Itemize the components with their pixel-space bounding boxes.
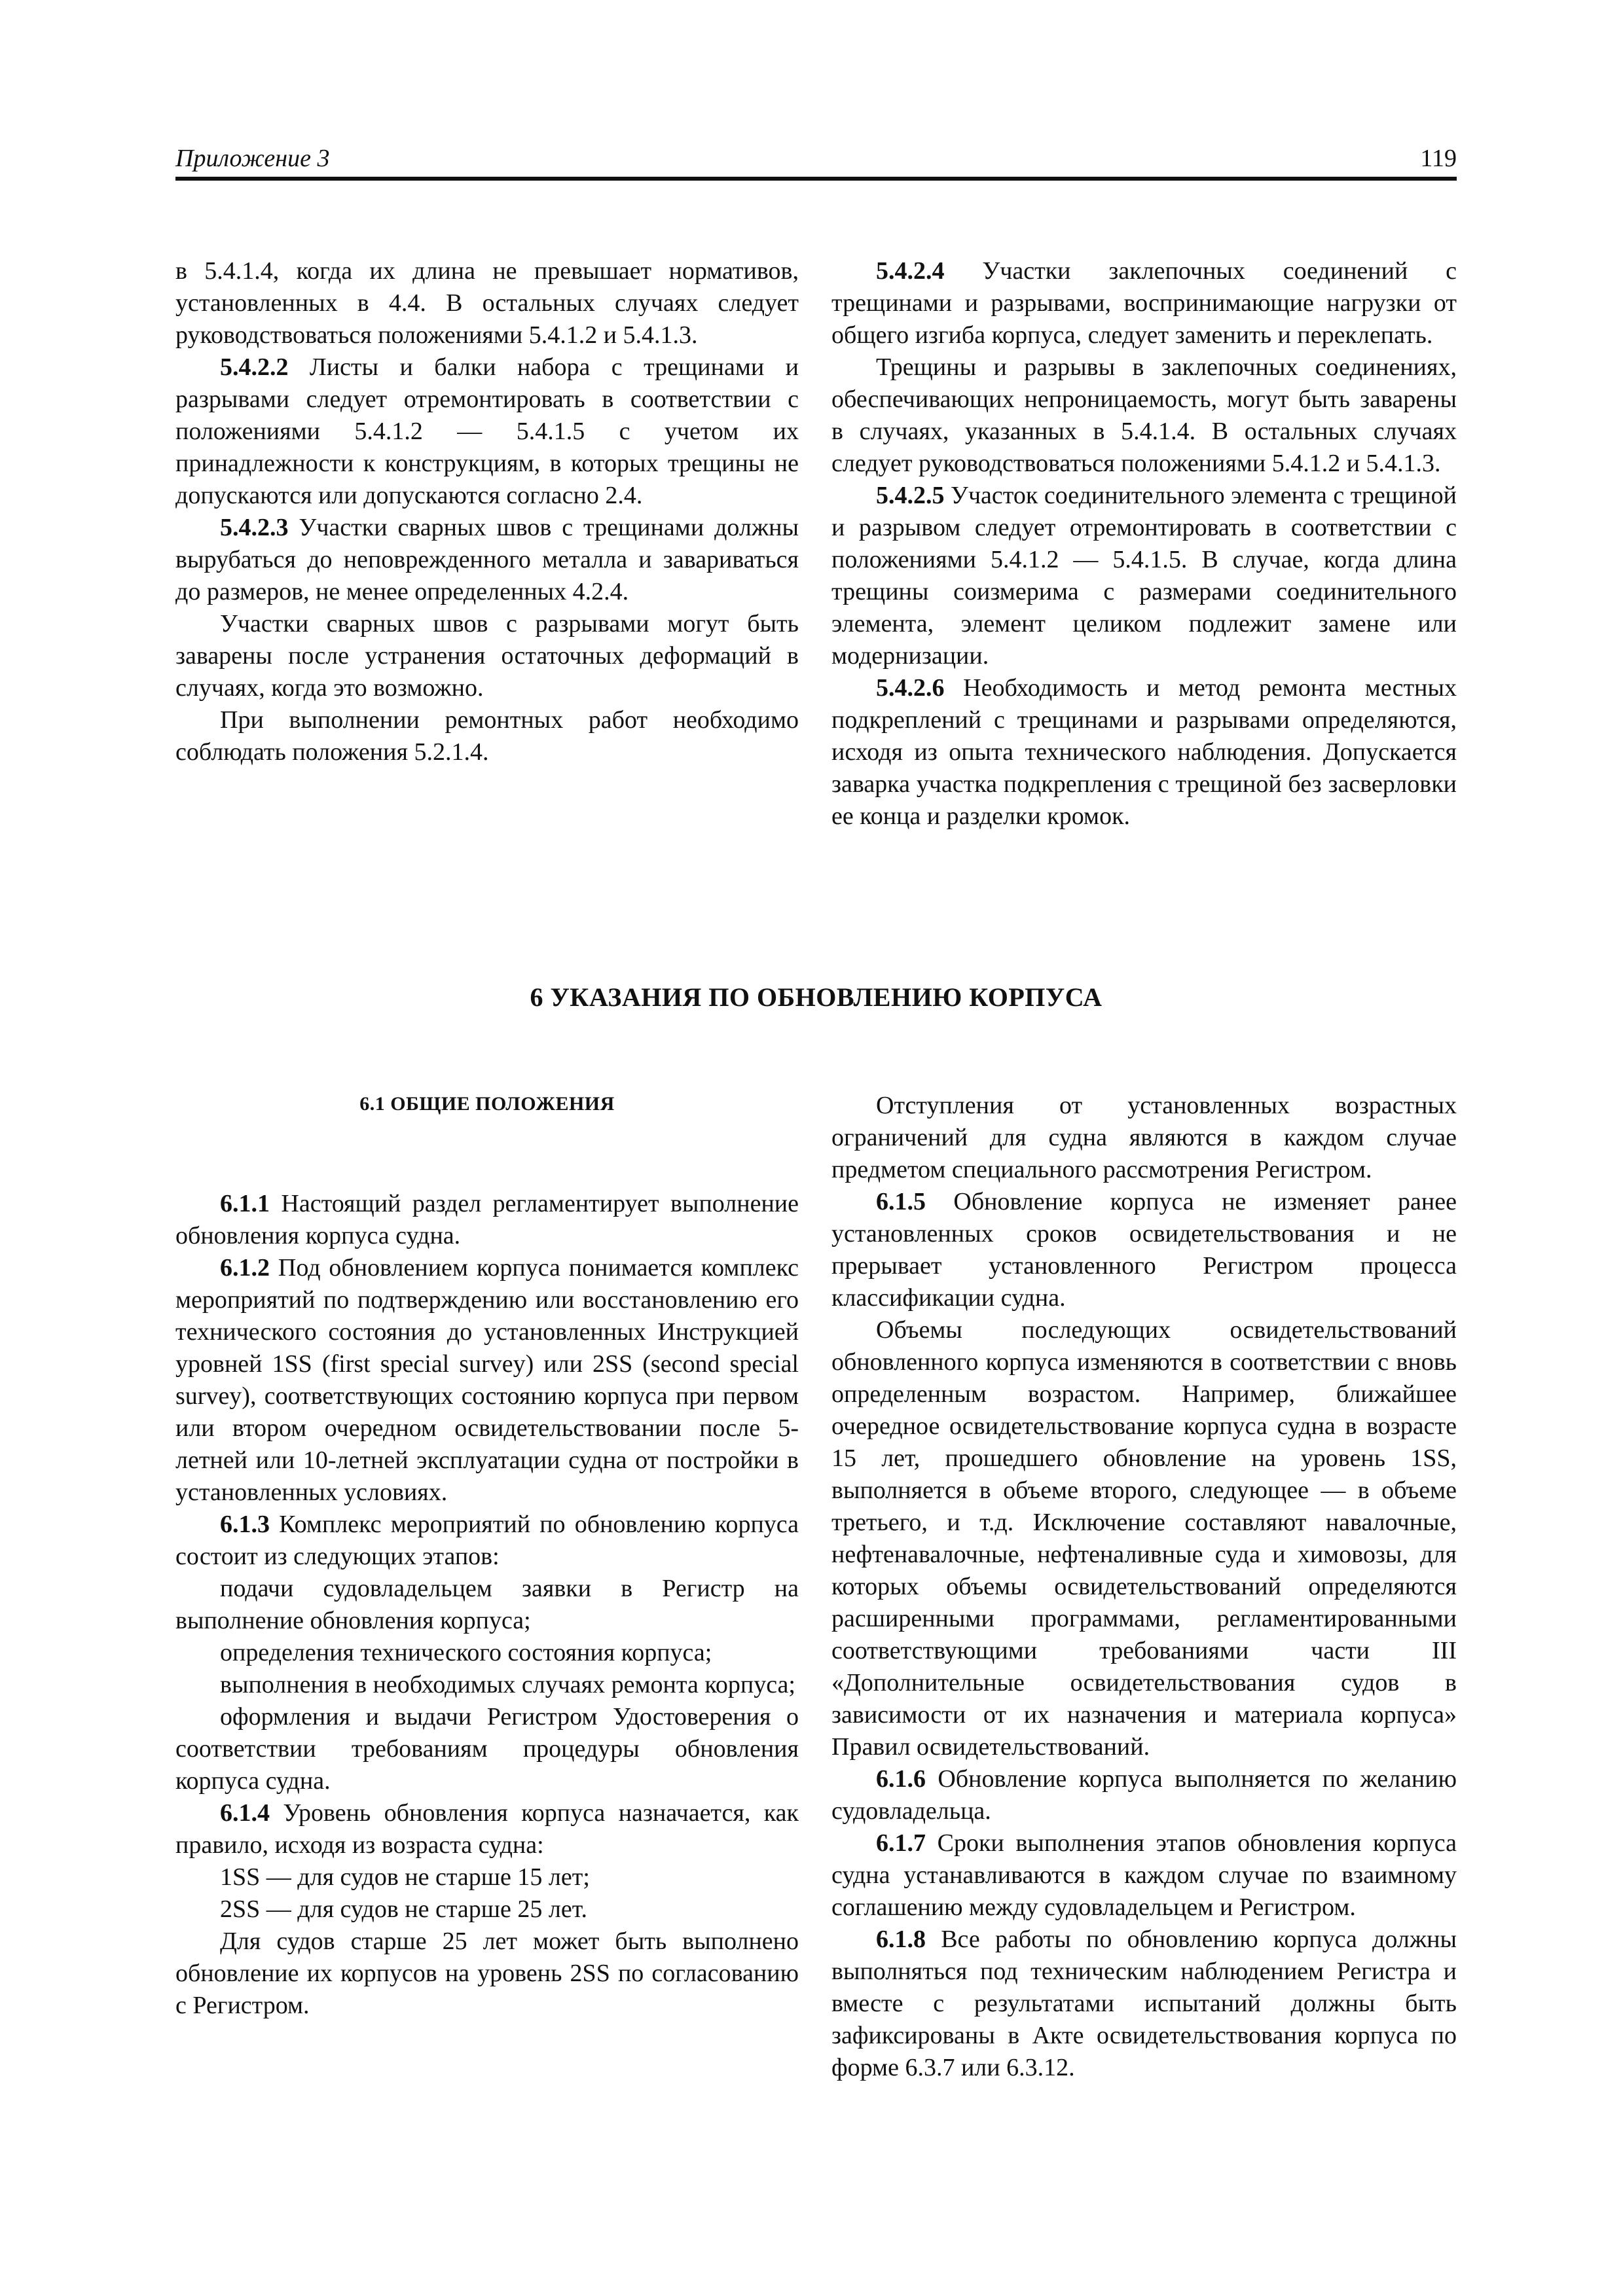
bottom-left-column: [175, 1188, 799, 2022]
paragraph-text: Трещины и разрывы в заклепочных соединениях, обеспечивающих непроницаемость, могут быть заварены в случаях, указанных в 5.4.1.4. В остальных случаях следует руководствоваться положениями 5.4.1.2 и 5.4.1.3.: [831, 353, 1457, 477]
paragraph-text: Необходимость и метод ремонта местных подкреплений с трещинами и разрывами определяются, исходя из опыта технического наблюдения. Допускается заварка участка подкрепления с трещиной без засверловки ее конца и разделки кромок.: [831, 674, 1457, 830]
page-number: 119: [1420, 145, 1457, 172]
running-header: [175, 143, 1457, 177]
paragraph-text: Отступления от установленных возрастных ограничений для судна являются в каждом случае предметом специального рассмотрения Регистром.: [831, 1092, 1457, 1183]
running-header-title: Приложение 3: [175, 145, 330, 172]
clause-number: 6.1.6: [876, 1765, 926, 1793]
paragraph: [831, 480, 1457, 672]
header-rule: [175, 177, 1457, 181]
paragraph-text: Обновление корпуса не изменяет ранее установленных сроков освидетельствования и не прерывает установленного Регистром процесса классификации судна.: [831, 1188, 1457, 1312]
paragraph-text: Все работы по обновлению корпуса должны выполняться под техническим наблюдением Регистра и вместе с результатами испытаний должны быть зафиксированы в Акте освидетельствования корпуса по форме 6.3.7 или 6.3.12.: [831, 1926, 1457, 2081]
top-left-column: [175, 255, 799, 768]
top-right-column: [831, 255, 1457, 833]
paragraph-text: При выполнении ремонтных работ необходимо соблюдать положения 5.2.1.4.: [175, 706, 799, 766]
paragraph-text: определения технического состояния корпуса;: [220, 1639, 712, 1666]
paragraph: [175, 1252, 799, 1509]
paragraph: [175, 704, 799, 768]
paragraph: [175, 1509, 799, 1573]
paragraph-text: выполнения в необходимых случаях ремонта корпуса;: [220, 1671, 795, 1698]
clause-number: 6.1.4: [220, 1799, 270, 1827]
paragraph: [831, 1314, 1457, 1763]
paragraph: [175, 1797, 799, 1861]
paragraph-text: Комплекс мероприятий по обновлению корпуса состоит из следующих этапов:: [175, 1511, 799, 1570]
paragraph: [831, 1186, 1457, 1314]
paragraph-text: Участки сварных швов с трещинами должны вырубаться до неповрежденного металла и завариваться до размеров, не менее определенных 4.2.4.: [175, 514, 799, 605]
paragraph-text: Объемы последующих освидетельствований обновленного корпуса изменяются в соответствии с вновь определенным возрастом. Например, ближайшее очередное освидетельствование корпуса судна в возрасте 15 лет, прошедшего обновление на уровень 1SS, выполняется в объеме второго, следующее — в объеме третьего, и т.д. Исключение составляют навалочные, нефтенавалочные, нефтеналивные суда и химовозы, для которых объемы освидетельствований определяются расширенными программами, регламентированными соответствующими требованиями части III «Дополнительные освидетельствования судов в зависимости от их назначения и материала корпуса» Правил освидетельствований.: [831, 1316, 1457, 1761]
paragraph: [831, 1090, 1457, 1186]
paragraph: [175, 1926, 799, 2022]
paragraph-text: Настоящий раздел регламентирует выполнение обновления корпуса судна.: [175, 1190, 799, 1249]
paragraph-text: Под обновлением корпуса понимается комплекс мероприятий по подтверждению или восстановлению его технического состояния до установленных Инструкцией уровней 1SS (first special survey) или 2SS (second special survey), соответствующих состоянию корпуса при первом или втором очередном освидетельствовании после 5-летней или 10-летней эксплуатации судна от постройки в установленных условиях.: [175, 1254, 799, 1506]
clause-number: 5.4.2.2: [220, 353, 289, 381]
paragraph-text: Уровень обновления корпуса назначается, как правило, исходя из возраста судна:: [175, 1799, 799, 1859]
paragraph: [831, 1827, 1457, 1924]
paragraph: [831, 672, 1457, 833]
paragraph-text: в 5.4.1.4, когда их длина не превышает нормативов, установленных в 4.4. В остальных случаях следует руководствоваться положениями 5.4.1.2 и 5.4.1.3.: [175, 257, 799, 349]
paragraph: [831, 1763, 1457, 1827]
paragraph: [831, 1924, 1457, 2084]
clause-number: 6.1.7: [876, 1829, 926, 1857]
paragraph: [175, 608, 799, 704]
clause-number: 6.1.1: [220, 1190, 270, 1217]
clause-number: 6.1.2: [220, 1254, 270, 1282]
paragraph: [175, 1637, 799, 1669]
clause-number: 6.1.8: [876, 1926, 926, 1953]
paragraph-text: Для судов старше 25 лет может быть выполнено обновление их корпусов на уровень 2SS по согласованию с Регистром.: [175, 1928, 799, 2019]
clause-number: 6.1.5: [876, 1188, 926, 1215]
clause-number: 5.4.2.6: [876, 674, 945, 702]
paragraph: [175, 1701, 799, 1797]
paragraph-text: Обновление корпуса выполняется по желанию судовладельца.: [831, 1765, 1457, 1825]
paragraph: [831, 351, 1457, 480]
section-title: 6 УКАЗАНИЯ ПО ОБНОВЛЕНИЮ КОРПУСА: [530, 982, 1103, 1012]
paragraph-text: Участки заклепочных соединений с трещинами и разрывами, воспринимающие нагрузки от общего изгиба корпуса, следует заменить и переклепать.: [831, 257, 1457, 349]
paragraph: [175, 1188, 799, 1252]
paragraph: [175, 512, 799, 608]
paragraph-text: 2SS — для судов не старше 25 лет.: [220, 1895, 588, 1923]
paragraph: [175, 255, 799, 351]
paragraph-text: Сроки выполнения этапов обновления корпуса судна устанавливаются в каждом случае по взаимному соглашению между судовладельцем и Регистром.: [831, 1829, 1457, 1921]
clause-number: 6.1.3: [220, 1511, 270, 1538]
clause-number: 5.4.2.5: [876, 482, 945, 509]
bottom-right-column: [831, 1090, 1457, 2084]
paragraph: [175, 1861, 799, 1893]
clause-number: 5.4.2.3: [220, 514, 289, 541]
paragraph-text: подачи судовладельцем заявки в Регистр на выполнение обновления корпуса;: [175, 1575, 799, 1634]
paragraph: [175, 351, 799, 512]
paragraph-text: Участок соединительного элемента с трещиной и разрывом следует отремонтировать в соответствии с положениями 5.4.1.2 — 5.4.1.5. В случае, когда длина трещины соизмерима с размерами соединительного элемента, элемент целиком подлежит замене или модернизации.: [831, 482, 1457, 670]
paragraph-text: Листы и балки набора с трещинами и разрывами следует отремонтировать в соответствии с положениями 5.4.1.2 — 5.4.1.5 с учетом их принадлежности к конструкциям, в которых трещины не допускаются или допускаются согласно 2.4.: [175, 353, 799, 509]
paragraph: [175, 1573, 799, 1637]
paragraph: [175, 1893, 799, 1926]
paragraph-text: 1SS — для судов не старше 15 лет;: [220, 1863, 590, 1891]
clause-number: 5.4.2.4: [876, 257, 945, 285]
paragraph: [175, 1669, 799, 1701]
subsection-title: 6.1 ОБЩИЕ ПОЛОЖЕНИЯ: [359, 1093, 615, 1115]
paragraph-text: Участки сварных швов с разрывами могут быть заварены после устранения остаточных деформаций в случаях, когда это возможно.: [175, 610, 799, 702]
paragraph-text: оформления и выдачи Регистром Удостоверения о соответствии требованиям процедуры обновления корпуса судна.: [175, 1703, 799, 1795]
paragraph: [831, 255, 1457, 351]
